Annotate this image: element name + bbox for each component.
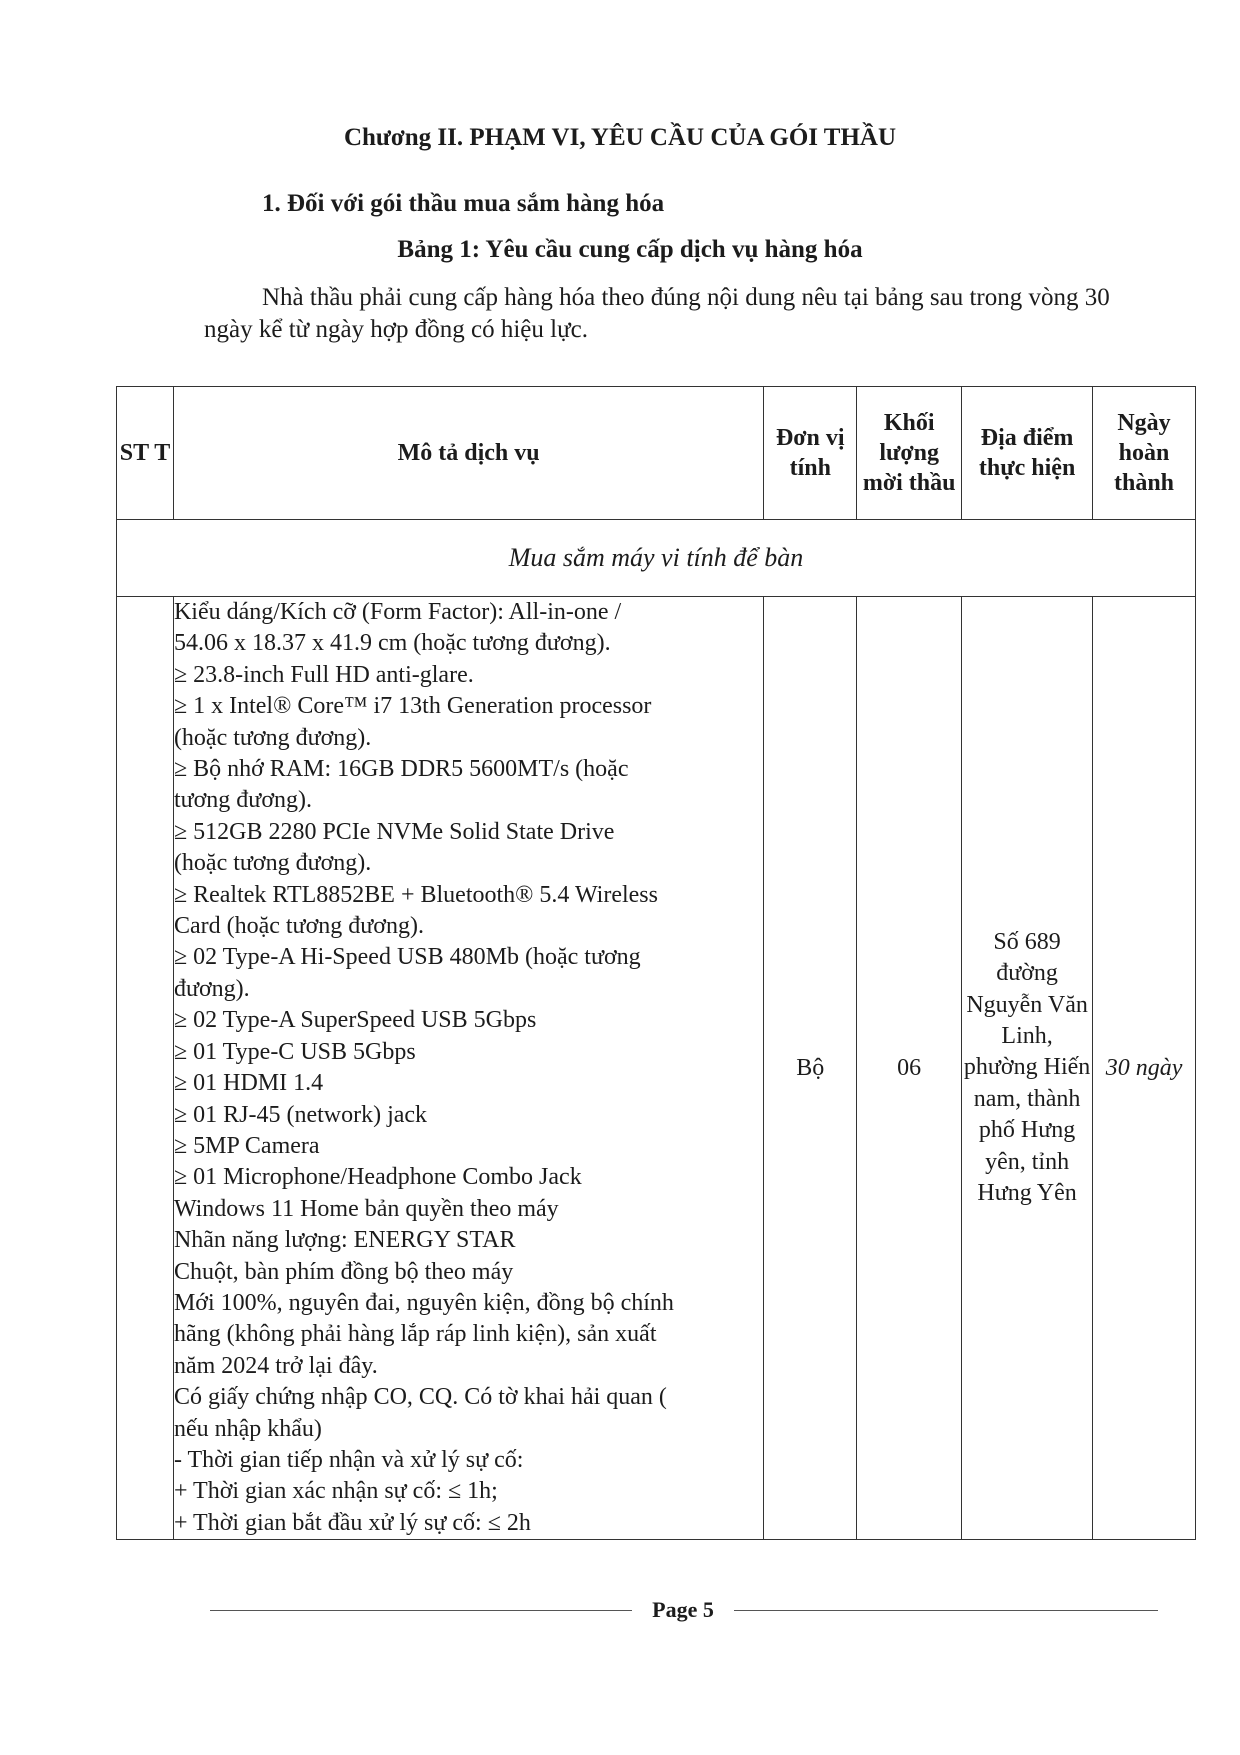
cell-unit: Bộ [764,597,857,1540]
description-line: - Thời gian tiếp nhận và xử lý sự cố: [173,1446,524,1473]
description-line: ≥ 01 Microphone/Headphone Combo Jack [173,1164,582,1191]
description-line: Kiểu dáng/Kích cỡ (Form Factor): All-in-one / [173,599,622,625]
description-line: ≥ 02 Type-A Hi-Speed USB 480Mb (hoặc tương [173,944,641,971]
description-line: tương đương). [173,787,312,814]
header-location: Địa điểm thực hiện [962,387,1093,520]
description-line: Chuột, bàn phím đồng bộ theo máy [173,1258,514,1285]
cell-description [173,597,763,1540]
description-line: + Thời gian xác nhận sự cố: ≤ 1h; [173,1478,498,1505]
table-header-row [117,387,1196,520]
description-line: ≥ 01 RJ-45 (network) jack [173,1101,428,1128]
description-line: ≥ 512GB 2280 PCIe NVMe Solid State Drive [173,818,615,845]
cell-location: Số 689 đường Nguyễn Văn Linh, phường Hiến nam, thành phố Hưng yên, tỉnh Hưng Yên [962,597,1093,1540]
description-line: 54.06 x 18.37 x 41.9 cm (hoặc tương đương). [173,630,611,657]
chapter-title: Chương II. PHẠM VI, YÊU CẦU CỦA GÓI THẦU [343,124,897,151]
header-quantity: Khối lượng mời thầu [857,387,962,520]
header-description: Mô tả dịch vụ [173,387,763,520]
description-line: ≥ 1 x Intel® Core™ i7 13th Generation processor [173,693,652,720]
description-line: ≥ Realtek RTL8852BE + Bluetooth® 5.4 Wireless [173,881,658,908]
header-stt: ST T [117,387,174,520]
description-line: Nhãn năng lượng: ENERGY STAR [173,1227,516,1254]
intro-paragraph: Nhà thầu phải cung cấp hàng hóa theo đúng nội dung nêu tại bảng sau trong vòng 30 ngày kể từ ngày hợp đồng có hiệu lực. [204,284,1110,343]
footer-rule-right [734,1610,1158,1611]
page-number: Page 5 [652,1597,714,1622]
description-line: (hoặc tương đương). [173,850,372,877]
description-line: Mới 100%, nguyên đai, nguyên kiện, đồng bộ chính [173,1289,674,1316]
cell-stt [117,597,174,1540]
description-line: đương). [173,975,250,1002]
header-completion: Ngày hoàn thành [1093,387,1196,520]
description-lines [174,597,763,1539]
description-line: ≥ 23.8-inch Full HD anti-glare. [173,661,474,688]
table-row [117,597,1196,1540]
description-line: ≥ 01 Type-C USB 5Gbps [173,1038,416,1065]
description-line: nếu nhập khẩu) [173,1415,322,1442]
description-line: (hoặc tương đương). [173,724,372,751]
description-line: Card (hoặc tương đương). [173,913,424,940]
description-line: Windows 11 Home bản quyền theo máy [173,1195,559,1222]
cell-quantity: 06 [857,597,962,1540]
description-line: + Thời gian bắt đầu xử lý sự cố: ≤ 2h [173,1509,531,1536]
table-caption: Bảng 1: Yêu cầu cung cấp dịch vụ hàng hóa [397,236,863,263]
cell-completion: 30 ngày [1093,597,1196,1540]
group-title: Mua sắm máy vi tính để bàn [117,520,1196,597]
header-unit: Đơn vị tính [764,387,857,520]
description-line: ≥ Bộ nhớ RAM: 16GB DDR5 5600MT/s (hoặc [173,756,629,783]
description-line: ≥ 01 HDMI 1.4 [173,1070,324,1097]
description-line: ≥ 02 Type-A SuperSpeed USB 5Gbps [173,1007,537,1034]
footer-rule-left [210,1610,632,1611]
requirements-table [116,386,1196,1540]
section-heading: 1. Đối với gói thầu mua sắm hàng hóa [262,190,665,217]
description-line: hãng (không phải hàng lắp ráp linh kiện), sản xuất [173,1321,657,1348]
group-row [117,520,1196,597]
description-line: Có giấy chứng nhập CO, CQ. Có tờ khai hải quan ( [173,1384,667,1411]
description-line: năm 2024 trở lại đây. [173,1352,378,1379]
page-footer [210,1596,1158,1624]
description-line: ≥ 5MP Camera [173,1132,320,1159]
